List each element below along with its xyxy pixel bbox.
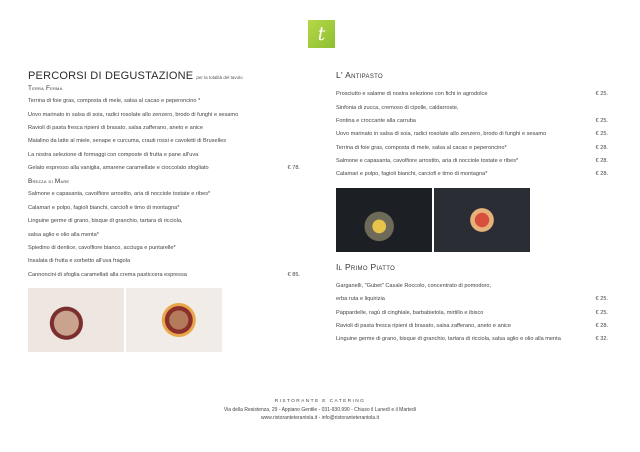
dish-photo (336, 188, 432, 252)
terra-heading: Terra Ferma (28, 85, 63, 92)
list-item: Uovo marinato in salsa di soia, radici rosolate allo zenzero, brodo di funghi e sesamo (28, 111, 239, 118)
mare-heading: Brezza di Mare (28, 178, 70, 186)
dish-photo (28, 288, 124, 352)
list-item: Ravioli di pasta fresca ripieni di brasato, salsa zafferano, aneto e anice (28, 124, 203, 131)
list-item: Salmone e capasanta, cavolfiore arrostito, aria di nocciole tostate e ribes* (28, 191, 211, 198)
footer-address: Via della Resistenza, 29 - Appiano Gentile - 031-930.990 - Chiuso il Lunedì e il Martedì (223, 407, 417, 413)
list-item: Calamari e polpo, fagioli bianchi, carciofi e timo di montagna* (28, 204, 180, 211)
list-item: Spiedino di dentice, cavolfiore bianco, acciuga e puntarelle* (28, 244, 176, 251)
list-item: La nostra selezione di formaggi con composte di frutta e pane all'uva (28, 151, 199, 158)
list-item: Gelato espresso alla vaniglia, amarene caramellate e cioccolato sfogliato € 78. (28, 165, 300, 172)
antipasto-heading: L' Antipasto (336, 70, 383, 80)
tasting-menu-column (28, 70, 300, 352)
list-item: Pappardelle, ragù di cinghiale, barbabietola, mirtillo e ibisco € 25. (336, 309, 608, 316)
list-item: erba ruta e liquirizia € 25. (336, 296, 608, 303)
primo-list (336, 280, 608, 347)
list-item: salsa aglio e olio alla menta* (28, 231, 99, 238)
dish-photo (126, 288, 222, 352)
restaurant-logo (308, 20, 335, 48)
primo-heading: Il Primo Piatto (336, 261, 396, 272)
list-item: Insalata di frutta e sorbetto all'uva fragola (28, 258, 131, 265)
mare-list (28, 188, 300, 282)
tasting-title: PERCORSI DI DEGUSTAZIONE per la totalità del tavolo (28, 70, 243, 82)
tasting-subtitle: per la totalità del tavolo (196, 75, 243, 80)
tasting-photos (28, 288, 300, 352)
logo-letter: t (317, 22, 326, 45)
list-item: Terrina di foie gras, composta di mele, salsa al cacao e peperoncino * (28, 98, 201, 105)
list-item: Prosciutto e salame di nostra selezione con fichi in agrodolce € 25. (336, 91, 608, 98)
antipasto-list (336, 88, 608, 182)
list-item: Calamari e polpo, fagioli bianchi, carciofi e timo di montagna* € 28. (336, 171, 608, 178)
a-la-carte-column (336, 70, 608, 347)
terra-list (28, 95, 300, 175)
list-item: Linguine germe di grano, bisque di granchio, tartara di ricciola, salsa aglio e olio alla menta € 32. (336, 336, 608, 343)
list-item: Salmone e capasanta, cavolfiore arrostito, aria di nocciole tostate e ribes* € 28. (336, 158, 608, 165)
antipasto-photos (336, 188, 608, 252)
dish-photo (434, 188, 530, 252)
list-item: Ravioli di pasta fresca ripieni di brasato, salsa zafferano, aneto e anice € 28. (336, 322, 608, 329)
list-item: Cannoncini di sfoglia caramellati alla crema pasticcera espressa € 85. (28, 271, 300, 278)
footer-web: www.ristoranteterantola.it - info@ristoranteterantola.it (261, 415, 379, 421)
list-item: Sinfonia di zucca, cremoso di cipolle, caldarroste, (336, 104, 459, 111)
list-item: Garganelli, "Gubet" Casale Roccolo, concentrato di pomodoro, (336, 282, 492, 289)
list-item: Linguine germe di grano, bisque di granchio, tartara di ricciola, (28, 218, 183, 225)
menu-footer (0, 398, 640, 422)
list-item: Fontina e croccante alla carruba € 25. (336, 117, 608, 124)
list-item: Maialino da latte al miele, senape e curcuma, crauti rossi e cavoletti di Bruxelles (28, 138, 227, 145)
footer-brand: RISTORANTE E CATERING (274, 399, 366, 404)
list-item: Uovo marinato in salsa di soia, radici rosolate allo zenzero, brodo di funghi e sesamo € 25. (336, 131, 608, 138)
list-item: Terrina di foie gras, composta di mele, salsa al cacao e peperoncino* € 28. (336, 144, 608, 151)
